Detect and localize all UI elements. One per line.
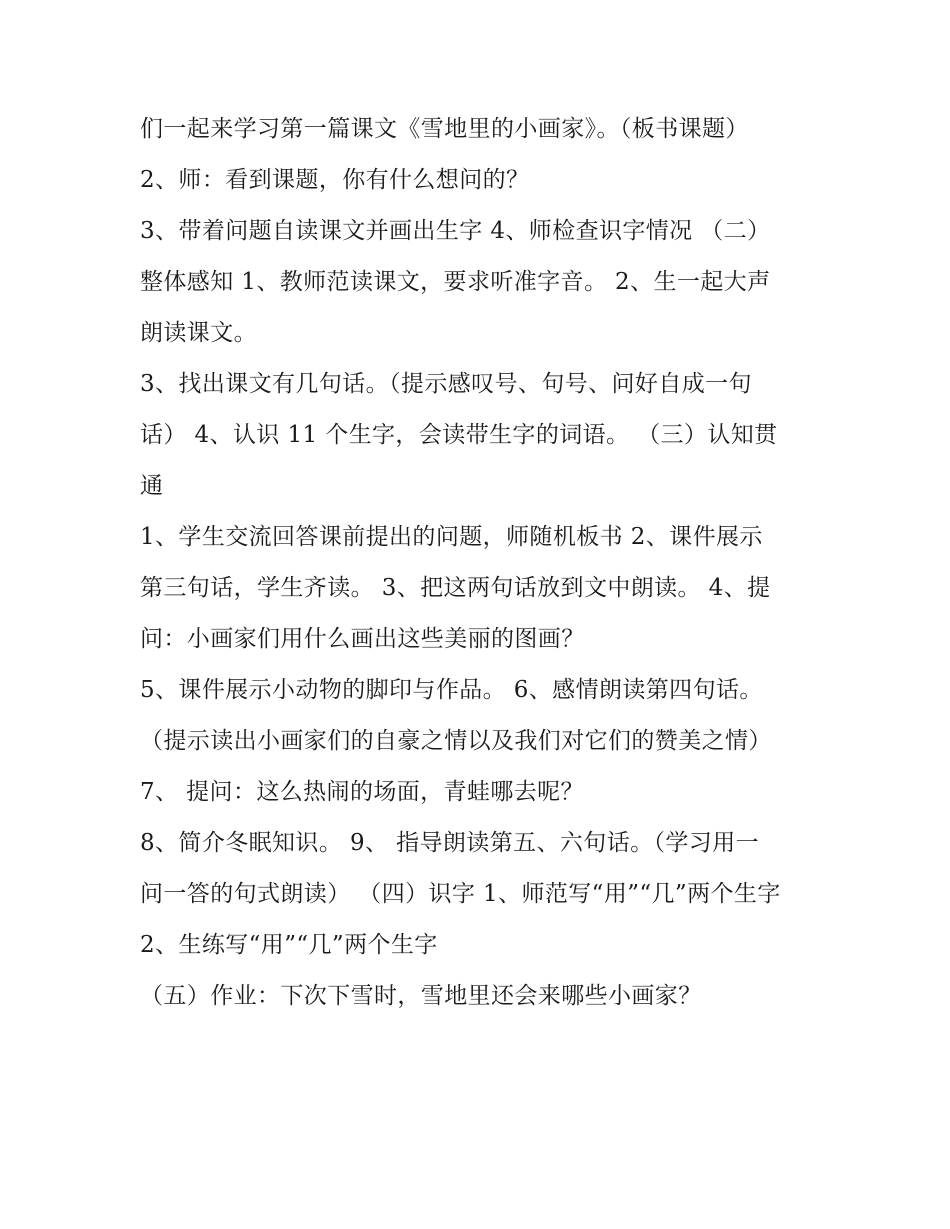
text-line: 们一起来学习第一篇课文《雪地里的小画家》。（板书课题）: [140, 116, 749, 142]
text-line: 整体感知 1、教师范读课文，要求听准字音。 2、生一起大声: [140, 269, 771, 295]
text-line: 3、带着问题自读课文并画出生字 4、师检查识字情况 （二）: [140, 218, 771, 244]
text-line: 第三句话，学生齐读。 3、把这两句话放到文中朗读。 4、提: [140, 575, 771, 601]
text-line: 问：小画家们用什么画出这些美丽的图画？: [140, 626, 585, 652]
text-line: 通: [140, 473, 164, 499]
text-line: 问一答的句式朗读） （四）识字 1、师范写“用”“几”两个生字: [140, 881, 781, 907]
text-line: 2、师：看到课题，你有什么想问的？: [140, 167, 530, 193]
lesson-plan-text: [140, 104, 820, 1022]
text-line: 3、找出课文有几句话。（提示感叹号、句号、问好自成一句: [140, 371, 752, 397]
text-line: 话） 4、认识 11 个生字，会读带生字的词语。 （三）认知贯: [140, 422, 778, 448]
text-line: 8、简介冬眠知识。 9、 指导朗读第五、六句话。（学习用一: [140, 830, 759, 856]
text-line: 5、课件展示小动物的脚印与作品。 6、感情朗读第四句话。: [140, 677, 763, 703]
text-line: （提示读出小画家们的自豪之情以及我们对它们的赞美之情）: [140, 728, 772, 754]
text-line: 7、 提问：这么热闹的场面，青蛙哪去呢？: [140, 779, 584, 805]
text-line: （五）作业：下次下雪时，雪地里还会来哪些小画家？: [140, 983, 702, 1009]
text-line: 1、学生交流回答课前提出的问题，师随机板书 2、课件展示: [140, 524, 763, 550]
text-line: 朗读课文。: [140, 320, 257, 346]
text-line: 2、生练写“用”“几”两个生字: [140, 932, 438, 958]
